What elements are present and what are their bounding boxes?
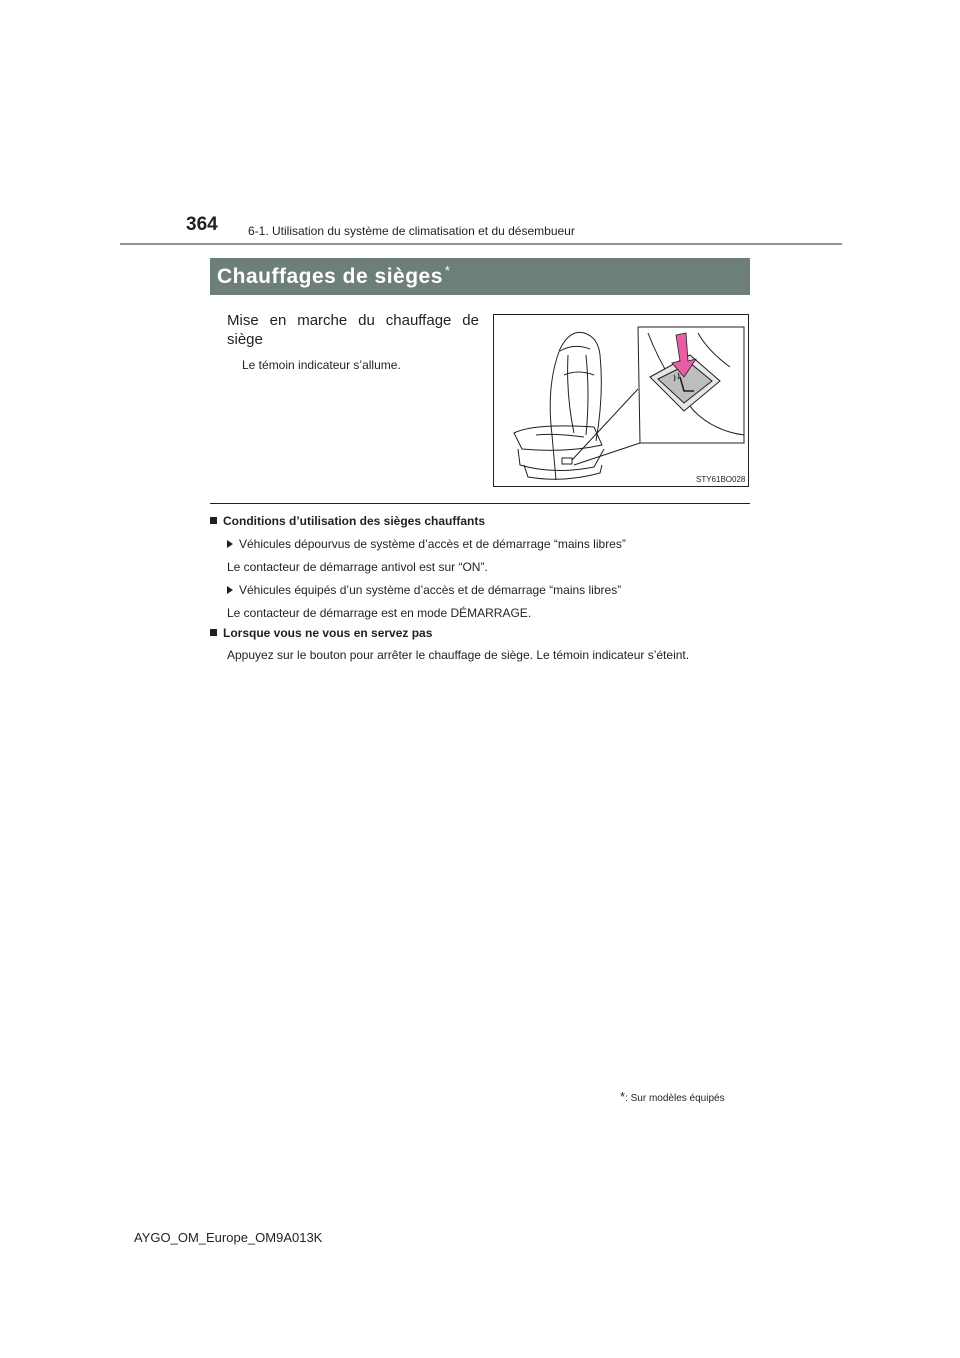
footnote-text: : Sur modèles équipés [625,1093,725,1104]
triangle-bullet-icon [227,586,233,594]
triangle-bullet-icon [227,540,233,548]
square-bullet-icon [210,629,217,636]
footnote [620,1089,725,1104]
seat-heater-illustration [493,314,749,487]
intro-heading-line1: Mise en marche du chauffage de [227,312,479,329]
case2-label [227,583,621,597]
section-header: 6-1. Utilisation du système de climatisation et du désembueur [248,224,575,238]
intro-heading-line2: siège [227,331,263,348]
not-in-use-heading [210,626,432,640]
case1-text: Le contacteur de démarrage antivol est sur “ON”. [227,560,488,574]
figure-code: STY61BO028 [696,475,746,484]
conditions-heading [210,514,485,528]
seat-illustration-svg [494,315,748,486]
conditions-heading-text: Conditions d’utilisation des sièges chauffants [223,514,486,528]
footer-doc-id: AYGO_OM_Europe_OM9A013K [134,1230,323,1245]
case2-label-text: Véhicules équipés d’un système d’accès et de démarrage “mains libres” [239,583,622,597]
case2-text: Le contacteur de démarrage est en mode DÉMARRAGE. [227,606,532,620]
page-title-text: Chauffages de sièges [217,265,443,288]
not-in-use-heading-text: Lorsque vous ne vous en servez pas [223,626,433,640]
case1-label [227,537,626,551]
not-in-use-text: Appuyez sur le bouton pour arrêter le chauffage de siège. Le témoin indicateur s’éteint. [227,648,690,662]
footnote-star: * [620,1089,626,1104]
header-divider [120,243,842,245]
page-number: 364 [186,214,218,235]
case1-label-text: Véhicules dépourvus de système d’accès et de démarrage “mains libres” [239,537,626,551]
page-title [217,263,450,289]
intro-body: Le témoin indicateur s’allume. [242,358,401,372]
title-asterisk: * [444,263,451,278]
square-bullet-icon [210,517,217,524]
section-divider [210,503,750,504]
